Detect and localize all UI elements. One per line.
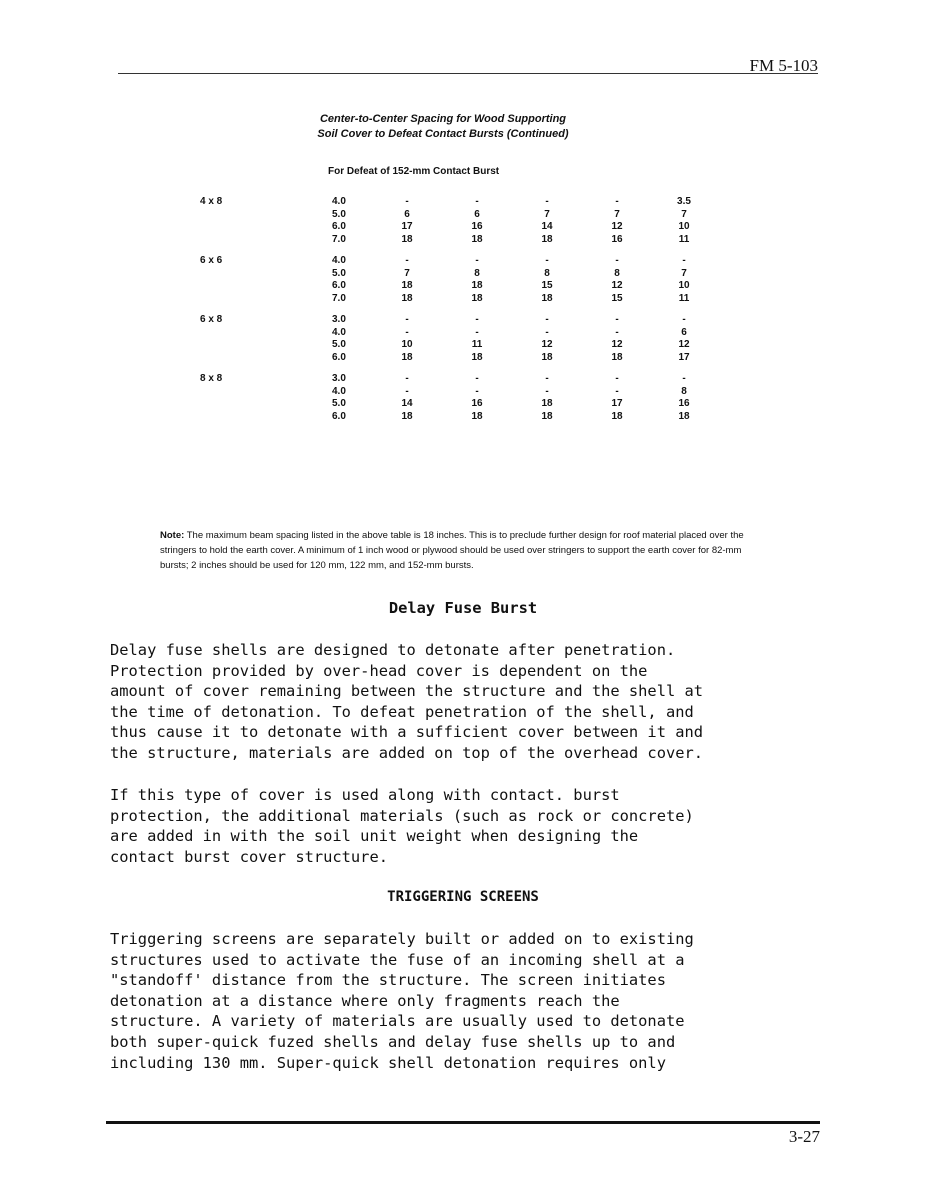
- spacing-value-cell: -: [545, 196, 549, 207]
- triggering-screens-paragraph: [110, 929, 694, 1073]
- paragraph-line: the time of detonation. To defeat penetration of the shell, and: [110, 702, 694, 721]
- page-number: 3-27: [788, 1127, 820, 1146]
- cover-depth-cell: 6.0: [332, 351, 346, 363]
- spacing-value-cell: 18: [471, 351, 483, 363]
- spacing-value-cell: 8: [681, 385, 687, 397]
- table-row: [196, 234, 716, 247]
- timber-size-cell: [196, 280, 290, 293]
- spacing-value-cell: 6: [474, 208, 480, 220]
- spacing-value-cell: 18: [541, 292, 553, 304]
- spacing-value-cell: 18: [678, 410, 690, 422]
- spacing-value-cell: -: [475, 196, 479, 207]
- spacing-value-cell: -: [475, 385, 479, 397]
- table-row: [196, 268, 716, 281]
- spacing-value-cell: 15: [611, 292, 623, 304]
- spacing-value-cell: -: [682, 314, 686, 325]
- cover-depth-cell: 5.0: [332, 267, 346, 279]
- spacing-value-cell: -: [405, 314, 409, 325]
- paragraph-line: structures used to activate the fuse of an incoming shell at a: [110, 950, 685, 969]
- table-row: [196, 386, 716, 399]
- paragraph-line: thus cause it to detonate with a sufficient cover between it and: [110, 723, 704, 742]
- cover-depth-cell: 3.0: [332, 314, 346, 325]
- spacing-value-cell: 7: [544, 208, 550, 220]
- cover-depth-cell: 5.0: [332, 398, 346, 409]
- paragraph-line: structure. A variety of materials are usually used to detonate: [110, 1012, 685, 1031]
- spacing-value-cell: 18: [401, 292, 413, 304]
- paragraph-line: Protection provided by over-head cover is dependent on the: [110, 661, 648, 680]
- cover-depth-cell: 7.0: [332, 233, 346, 245]
- table-row: [196, 293, 716, 306]
- spacing-value-cell: -: [615, 326, 619, 338]
- spacing-value-cell: -: [475, 255, 479, 266]
- cover-depth-cell: 6.0: [332, 280, 346, 291]
- timber-size-cell: 4 x 8: [200, 196, 223, 207]
- spacing-value-cell: 3.5: [677, 196, 691, 207]
- spacing-value-cell: -: [682, 255, 686, 266]
- spacing-value-cell: 18: [611, 351, 623, 363]
- table-row: [196, 327, 716, 340]
- spacing-value-cell: 16: [471, 221, 483, 232]
- spacing-value-cell: 17: [401, 221, 413, 232]
- paragraph-line: including 130 mm. Super-quick shell detonation requires only: [110, 1053, 666, 1072]
- spacing-value-cell: 11: [471, 339, 483, 350]
- timber-size-cell: 6 x 6: [200, 255, 223, 266]
- spacing-value-cell: 18: [401, 280, 413, 291]
- paragraph-line: both super-quick fuzed shells and delay fuse shells up to and: [110, 1032, 676, 1051]
- footer-rule: [106, 1121, 820, 1124]
- cover-depth-cell: 4.0: [332, 326, 346, 338]
- spacing-value-cell: 8: [614, 267, 620, 279]
- section-heading-triggering-screens: TRIGGERING SCREENS: [387, 889, 539, 905]
- spacing-value-cell: 10: [678, 221, 690, 232]
- table-row: [196, 209, 716, 222]
- spacing-value-cell: -: [475, 326, 479, 338]
- cover-depth-cell: 6.0: [332, 221, 346, 232]
- spacing-value-cell: -: [545, 373, 549, 384]
- spacing-value-cell: 18: [611, 410, 623, 422]
- table-row: [196, 280, 716, 293]
- spacing-value-cell: 12: [541, 339, 553, 350]
- paragraph-line: protection, the additional materials (such as rock or concrete): [110, 806, 694, 825]
- spacing-value-cell: -: [615, 255, 619, 266]
- spacing-value-cell: 7: [404, 267, 410, 279]
- group-spacer: [196, 305, 716, 314]
- spacing-value-cell: 16: [611, 233, 623, 245]
- spacing-value-cell: 17: [611, 398, 623, 409]
- spacing-value-cell: 10: [678, 280, 690, 291]
- spacing-value-cell: 10: [401, 339, 413, 350]
- table-row: [196, 339, 716, 352]
- spacing-value-cell: 14: [541, 221, 553, 232]
- spacing-value-cell: -: [405, 326, 409, 338]
- spacing-value-cell: 18: [471, 292, 483, 304]
- paragraph-line: contact burst cover structure.: [110, 847, 388, 866]
- timber-size-cell: [196, 268, 290, 281]
- spacing-value-cell: -: [475, 373, 479, 384]
- note-label: Note:: [160, 530, 185, 541]
- spacing-value-cell: 7: [681, 208, 687, 220]
- paragraph-line: Delay fuse shells are designed to detonate after penetration.: [110, 641, 676, 659]
- cover-depth-cell: 4.0: [332, 196, 346, 207]
- spacing-value-cell: -: [405, 385, 409, 397]
- header-rule: [118, 73, 818, 74]
- spacing-value-cell: 18: [401, 351, 413, 363]
- spacing-value-cell: -: [615, 196, 619, 207]
- table-row: [196, 373, 716, 386]
- spacing-value-cell: 18: [541, 410, 553, 422]
- paragraph-line: Triggering screens are separately built or added on to existing: [110, 930, 694, 948]
- spacing-table: [196, 196, 716, 423]
- table-title-line-2: Soil Cover to Defeat Contact Bursts (Continued): [317, 128, 569, 140]
- note-text: The maximum beam spacing listed in the above table is 18 inches. This is to preclude further design for roof material placed over the stringers to hold the earth cover. A minimum of 1 inch wood or plywood should be used over stringers to support the earth cover for 82-mm bursts; 2 inches should be used for 120 mm, 122 mm, and 152-mm bursts.: [160, 530, 744, 571]
- spacing-value-cell: -: [545, 255, 549, 266]
- table-row: [196, 411, 716, 424]
- spacing-value-cell: -: [405, 373, 409, 384]
- spacing-value-cell: 16: [471, 398, 483, 409]
- spacing-value-cell: 7: [614, 208, 620, 220]
- spacing-value-cell: -: [545, 385, 549, 397]
- spacing-value-cell: 14: [401, 398, 413, 409]
- spacing-value-cell: 12: [611, 280, 623, 291]
- spacing-value-cell: -: [615, 373, 619, 384]
- timber-size-cell: [196, 234, 290, 247]
- manual-id: FM 5-103: [749, 56, 818, 75]
- spacing-value-cell: 18: [471, 233, 483, 245]
- table-title-line-1: Center-to-Center Spacing for Wood Supporting: [319, 113, 567, 125]
- timber-size-cell: [196, 411, 290, 424]
- spacing-value-cell: 11: [678, 233, 690, 245]
- timber-size-cell: [196, 398, 290, 411]
- spacing-value-cell: -: [405, 255, 409, 266]
- table-row: [196, 196, 716, 209]
- spacing-value-cell: -: [615, 314, 619, 325]
- spacing-value-cell: 8: [474, 267, 480, 279]
- spacing-value-cell: 15: [541, 280, 553, 291]
- cover-depth-cell: 3.0: [332, 373, 346, 384]
- table-subtitle: For Defeat of 152-mm Contact Burst: [328, 166, 500, 177]
- timber-size-cell: [196, 386, 290, 399]
- cover-depth-cell: 4.0: [332, 255, 346, 266]
- spacing-value-cell: 18: [471, 280, 483, 291]
- delay-fuse-paragraph-2: [110, 785, 694, 867]
- group-spacer: [196, 364, 716, 373]
- paragraph-line: the structure, materials are added on top of the overhead cover.: [110, 743, 704, 762]
- paragraph-line: "standoff' distance from the structure. The screen initiates: [110, 971, 666, 990]
- spacing-value-cell: 12: [611, 339, 623, 350]
- spacing-value-cell: 18: [401, 233, 413, 245]
- cover-depth-cell: 4.0: [332, 385, 346, 397]
- group-spacer: [196, 246, 716, 255]
- spacing-value-cell: 18: [401, 410, 413, 422]
- paragraph-line: If this type of cover is used along with contact. burst: [110, 786, 620, 804]
- spacing-value-cell: 17: [678, 351, 690, 363]
- timber-size-cell: [196, 327, 290, 340]
- table-row: [196, 255, 716, 268]
- spacing-value-cell: 18: [541, 398, 553, 409]
- table-row: [196, 314, 716, 327]
- timber-size-cell: [196, 293, 290, 306]
- cover-depth-cell: 7.0: [332, 292, 346, 304]
- spacing-value-cell: -: [682, 373, 686, 384]
- spacing-value-cell: -: [405, 196, 409, 207]
- cover-depth-cell: 5.0: [332, 339, 346, 350]
- timber-size-cell: [196, 209, 290, 222]
- spacing-value-cell: 16: [678, 398, 690, 409]
- table-title: [0, 112, 926, 142]
- spacing-value-cell: 12: [678, 339, 690, 350]
- timber-size-cell: 8 x 8: [200, 373, 223, 384]
- cover-depth-cell: 5.0: [332, 208, 346, 220]
- timber-size-cell: [196, 339, 290, 352]
- paragraph-line: amount of cover remaining between the structure and the shell at: [110, 682, 704, 701]
- timber-size-cell: [196, 221, 290, 234]
- spacing-value-cell: -: [545, 326, 549, 338]
- table-note: [160, 528, 760, 573]
- spacing-value-cell: -: [545, 314, 549, 325]
- table-row: [196, 221, 716, 234]
- spacing-value-cell: 6: [681, 326, 687, 338]
- paragraph-line: are added in with the soil unit weight when designing the: [110, 827, 639, 846]
- delay-fuse-paragraph-1: [110, 640, 703, 764]
- section-heading-delay-fuse: Delay Fuse Burst: [388, 599, 538, 617]
- cover-depth-cell: 6.0: [332, 410, 346, 422]
- spacing-value-cell: 8: [544, 267, 550, 279]
- spacing-value-cell: 18: [471, 410, 483, 422]
- timber-size-cell: [196, 352, 290, 365]
- timber-size-cell: 6 x 8: [200, 314, 223, 325]
- spacing-value-cell: 6: [404, 208, 410, 220]
- table-row: [196, 352, 716, 365]
- paragraph-line: detonation at a distance where only fragments reach the: [110, 991, 620, 1010]
- spacing-value-cell: 7: [681, 267, 687, 279]
- table-row: [196, 398, 716, 411]
- spacing-value-cell: 18: [541, 351, 553, 363]
- spacing-value-cell: 18: [541, 233, 553, 245]
- spacing-value-cell: -: [475, 314, 479, 325]
- spacing-value-cell: -: [615, 385, 619, 397]
- spacing-value-cell: 11: [678, 292, 690, 304]
- spacing-value-cell: 12: [611, 221, 623, 232]
